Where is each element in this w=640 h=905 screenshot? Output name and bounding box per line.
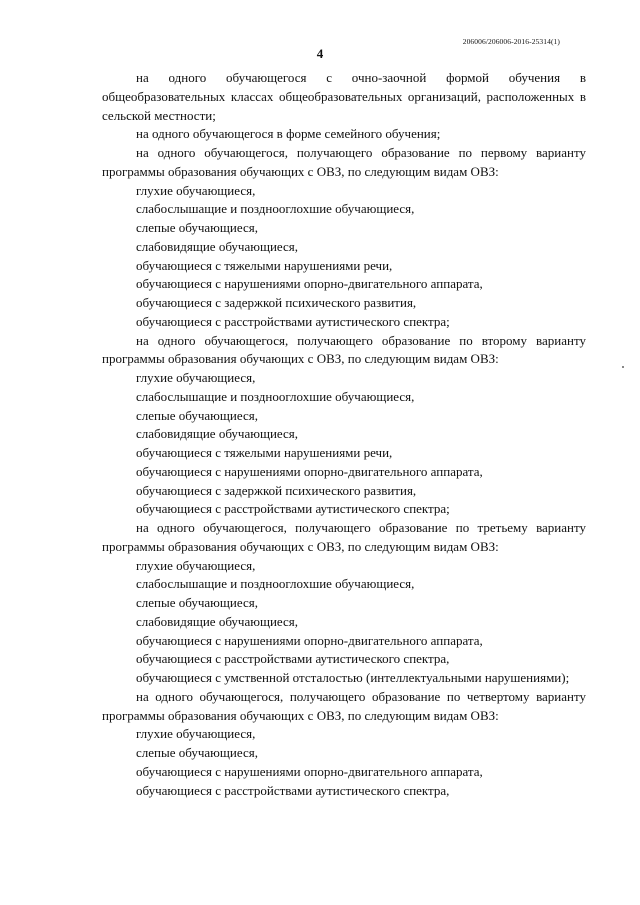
list-item: слабослышащие и позднооглохшие обучающиеся, [136, 576, 415, 592]
list-item: глухие обучающиеся, [136, 557, 256, 573]
paragraph-intro-2: на одного обучающегося в форме семейного обучения; [136, 126, 441, 142]
page-number: 4 [316, 46, 324, 61]
section-4-heading: на одного обучающегося, получающего образование по четвертому варианту программы образования обучающих с ОВЗ, по следующим видам ОВЗ: [102, 688, 586, 723]
list-item: обучающиеся с тяжелыми нарушениями речи, [136, 257, 393, 273]
list-item: слабовидящие обучающиеся, [136, 613, 299, 629]
scan-speck [622, 366, 624, 368]
list-item: обучающиеся с расстройствами аутистического спектра, [136, 782, 450, 798]
list-item: слабослышащие и позднооглохшие обучающиеся, [136, 201, 415, 217]
list-item: слабослышащие и позднооглохшие обучающиеся, [136, 388, 415, 404]
list-item: слабовидящие обучающиеся, [136, 238, 299, 254]
section-2-heading: на одного обучающегося, получающего образование по второму варианту программы образования обучающих с ОВЗ, по следующим видам ОВЗ: [102, 332, 586, 367]
list-item: глухие обучающиеся, [136, 370, 256, 385]
paragraph-intro-1: на одного обучающегося с очно-заочной формой обучения в общеобразовательных классах общеобразовательных организаций, расположенных в сельской местности; [102, 70, 586, 123]
list-item: слепые обучающиеся, [136, 407, 258, 423]
list-item: обучающиеся с расстройствами аутистического спектра, [136, 651, 450, 667]
list-item: обучающиеся с задержкой психического развития, [136, 482, 417, 498]
document-id: 206006/206006-2016-25314(1) [462, 37, 560, 46]
list-item: обучающиеся с расстройствами аутистического спектра; [136, 313, 450, 329]
list-item: слабовидящие обучающиеся, [136, 426, 299, 442]
list-item: обучающиеся с расстройствами аутистического спектра; [136, 501, 450, 517]
list-item: слепые обучающиеся, [136, 220, 258, 235]
list-item: слепые обучающиеся, [136, 595, 258, 610]
section-1-heading: на одного обучающегося, получающего образование по первому варианту программы образования обучающих с ОВЗ, по следующим видам ОВЗ: [102, 145, 586, 179]
list-item: глухие обучающиеся, [136, 726, 256, 742]
list-item: слепые обучающиеся, [136, 745, 258, 760]
list-item: обучающиеся с тяжелыми нарушениями речи, [136, 445, 393, 460]
list-item: глухие обучающиеся, [136, 182, 256, 198]
document-body [102, 69, 586, 800]
list-item: обучающиеся с нарушениями опорно-двигательного аппарата, [136, 463, 483, 479]
list-item: обучающиеся с нарушениями опорно-двигательного аппарата, [136, 632, 483, 648]
list-item: обучающиеся с задержкой психического развития, [136, 295, 417, 310]
section-3-heading: на одного обучающегося, получающего образование по третьему варианту программы образования обучающих с ОВЗ, по следующим видам ОВЗ: [102, 520, 586, 554]
list-item: обучающиеся с нарушениями опорно-двигательного аппарата, [136, 276, 483, 292]
list-item-wrapped: обучающиеся с умственной отсталостью (интеллектуальными нарушениями); [136, 670, 570, 685]
list-item: обучающиеся с нарушениями опорно-двигательного аппарата, [136, 763, 483, 779]
